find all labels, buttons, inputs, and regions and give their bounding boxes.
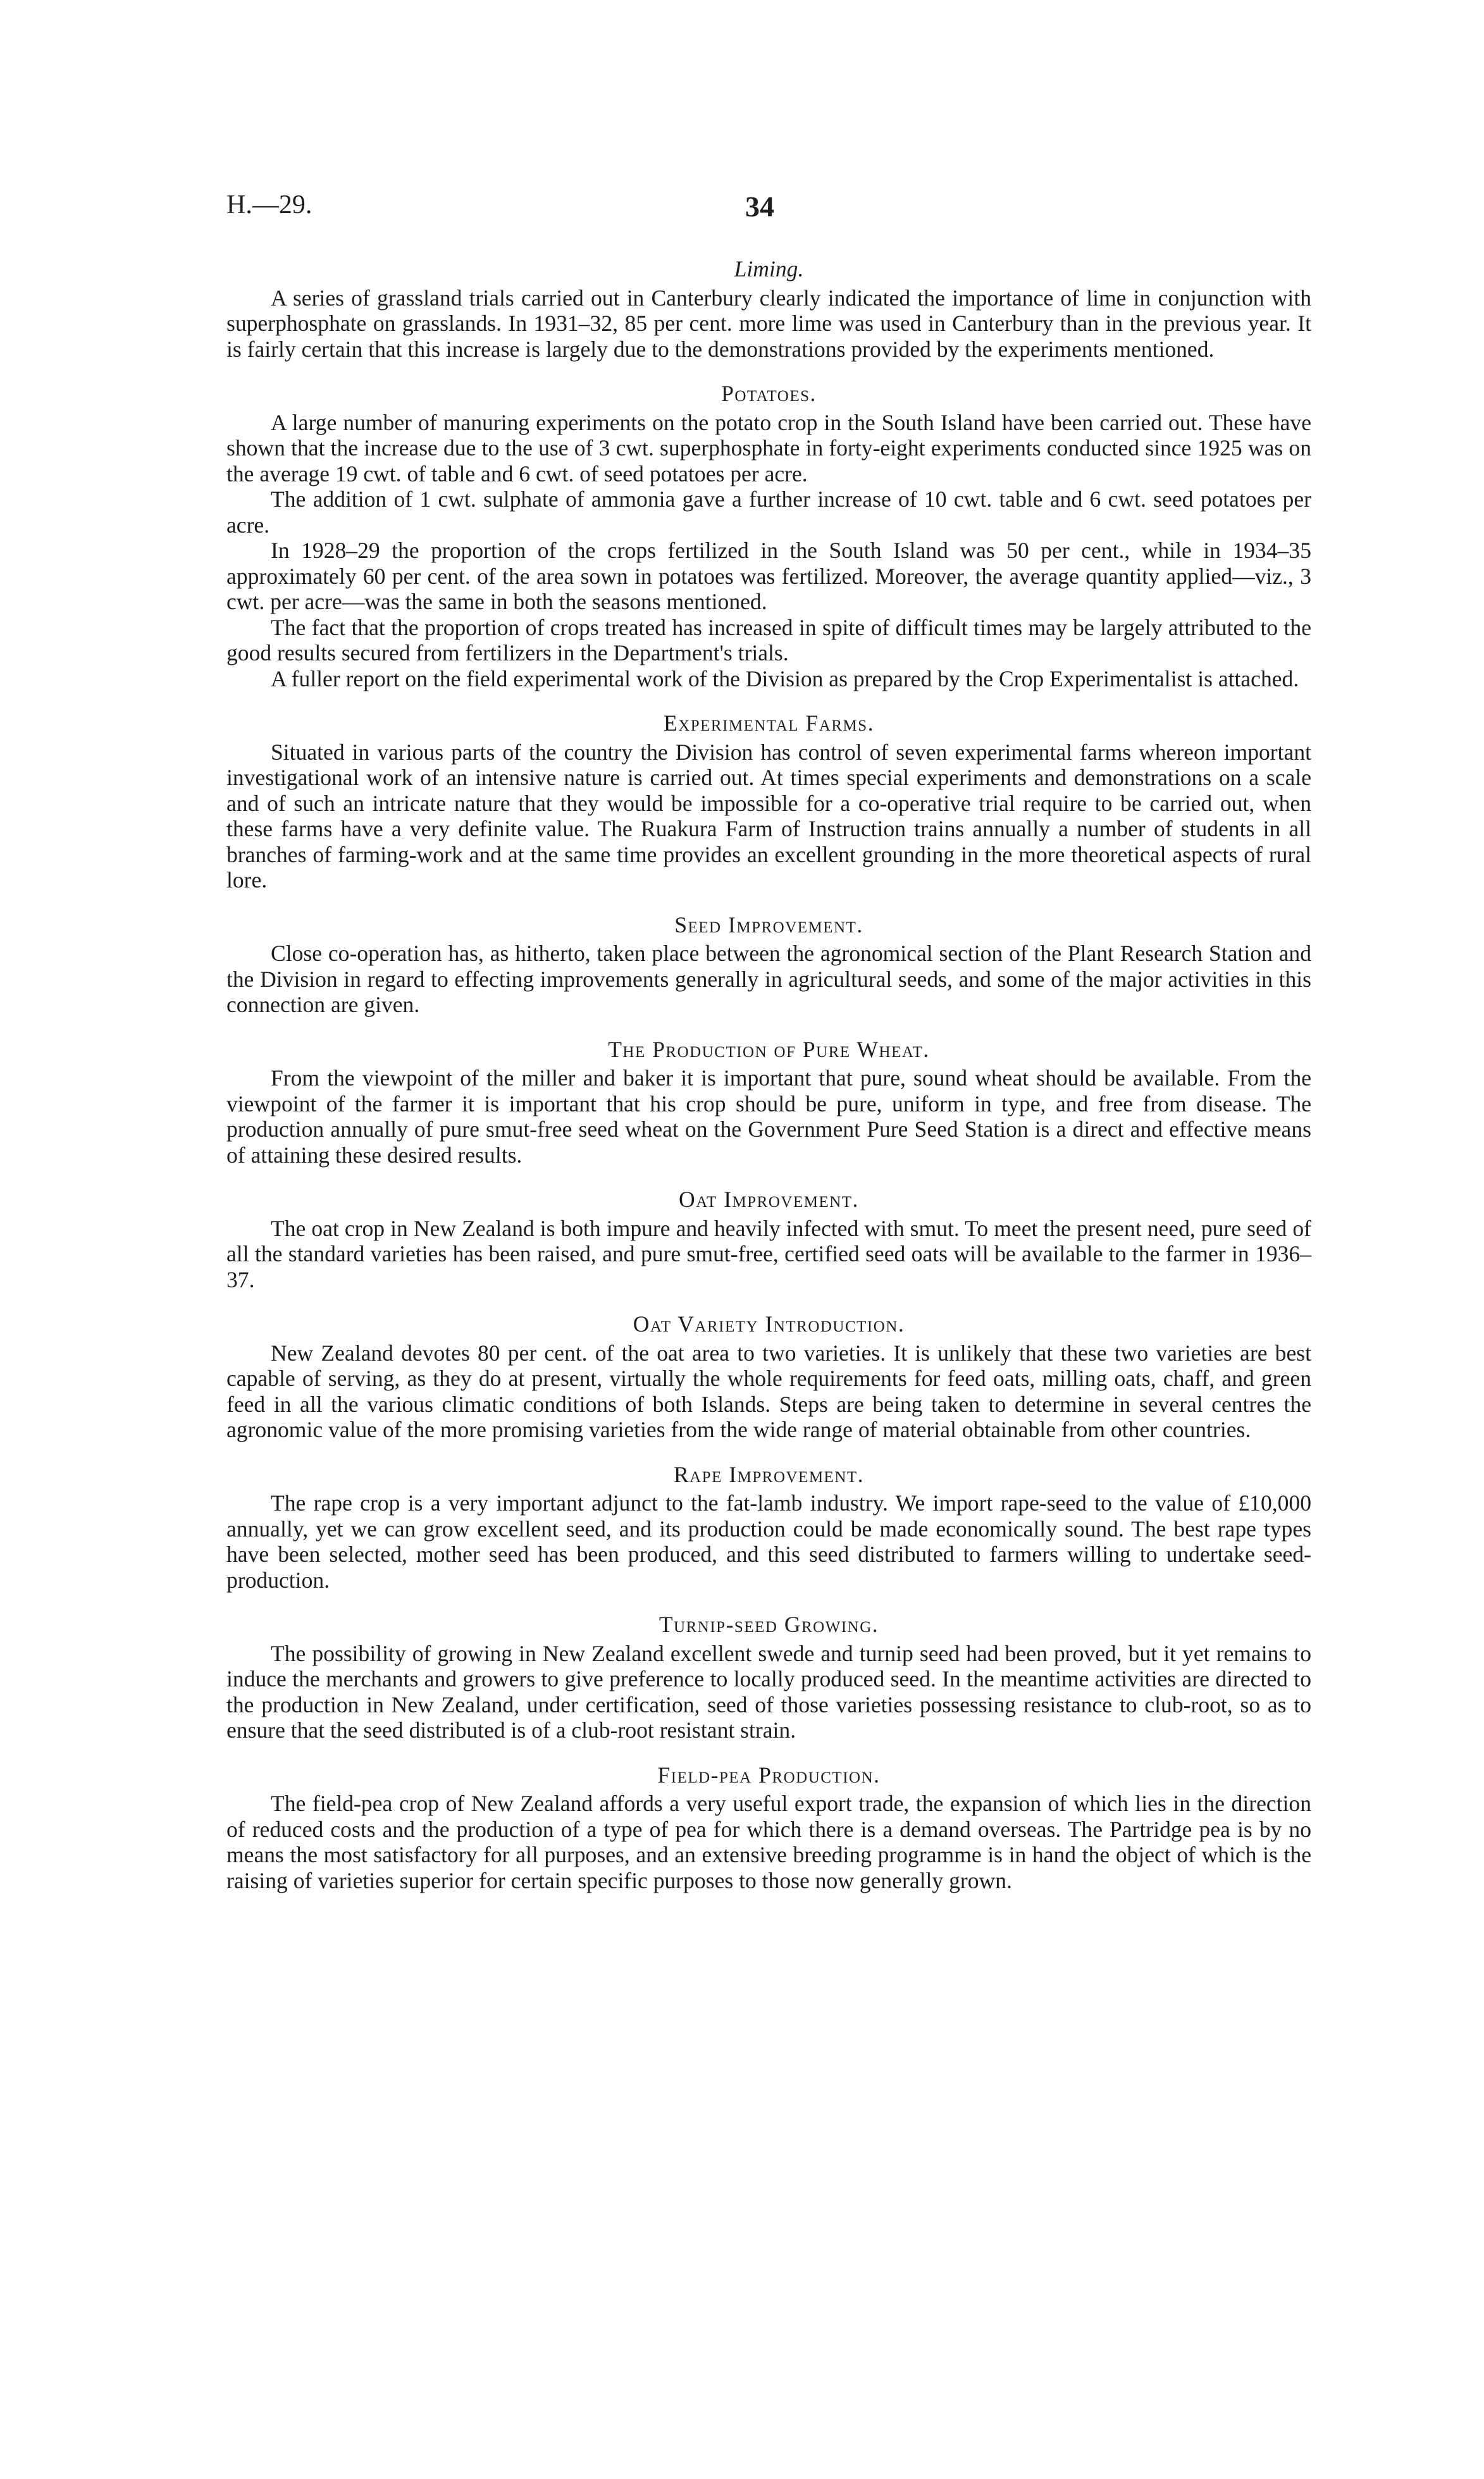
paragraph: A series of grassland trials carried out in Canterbury clearly indicated the importance of lime in conjunction with superphosphate on grasslands. In 1931–32, 85 per cent. more lime was used in Canterbury than in the previous year. It is fairly certain that this increase is largely due to the demonstrations provided by the experiments mentioned. xyxy=(226,285,1311,362)
section-pure-wheat xyxy=(226,1037,1311,1168)
section-seed-improvement xyxy=(226,912,1311,1018)
section-heading: Oat Variety Introduction. xyxy=(633,1311,905,1337)
paragraph: Situated in various parts of the country the Division has control of seven experimental farms whereon important investigational work of an intensive nature is carried out. At times special experiments and demonstrations on a scale and of such an intricate nature that they would be impossible for a co-operative trial require to be carried out, when these farms have a very definite value. The Ruakura Farm of Instruction trains annually a number of students in all branches of farming-work and at the same time provides an excellent grounding in the more theoretical aspects of rural lore. xyxy=(226,739,1311,893)
section-field-pea-production xyxy=(226,1762,1311,1894)
running-head xyxy=(226,190,1311,228)
report-reference: H.—29. xyxy=(226,190,312,219)
paragraph: New Zealand devotes 80 per cent. of the oat area to two varieties. It is unlikely that these two varieties are best capable of serving, as they do at present, virtually the whole requirements for feed oats, milling oats, chaff, and green feed in all the various climatic conditions of both Islands. Steps are being taken to determine in several centres the agronomic value of the more promising varieties from the wide range of material obtainable from other countries. xyxy=(226,1340,1311,1442)
paragraph: Close co-operation has, as hitherto, taken place between the agronomical section of the Plant Research Station and the Division in regard to effecting improvements generally in agricultural seeds, and some of the major activities in this connection are given. xyxy=(226,941,1311,1017)
section-turnip-seed-growing xyxy=(226,1612,1311,1743)
paragraph: The possibility of growing in New Zealand excellent swede and turnip seed had been proved, but it yet remains to induce the merchants and growers to give preference to locally produced seed. In the meantime activities are directed to the production in New Zealand, under certification, seed of those varieties possessing resistance to club-root, so as to ensure that the seed distributed is of a club-root resistant strain. xyxy=(226,1640,1311,1743)
paragraph: A fuller report on the field experimental work of the Division as prepared by the Crop Experimentalist is attached. xyxy=(271,665,1299,691)
section-experimental-farms xyxy=(226,710,1311,893)
paragraph: In 1928–29 the proportion of the crops fertilized in the South Island was 50 per cent., while in 1934–35 approximately 60 per cent. of the area sown in potatoes was fertilized. Moreover, the average quantity applied—viz., 3 cwt. per acre—was the same in both the seasons mentioned. xyxy=(226,538,1311,614)
section-heading: Potatoes. xyxy=(721,381,817,406)
section-oat-variety-introduction xyxy=(226,1311,1311,1443)
paragraph: The fact that the proportion of crops treated has increased in spite of difficult times may be largely attributed to the good results secured from fertilizers in the Department's trials. xyxy=(226,614,1311,665)
paragraph: From the viewpoint of the miller and baker it is important that pure, sound wheat should be available. From the viewpoint of the farmer it is important that his crop should be pure, uniform in type, and free from disease. The production annually of pure smut-free seed wheat on the Government Pure Seed Station is a direct and effective means of attaining these desired results. xyxy=(226,1065,1311,1168)
section-heading: Turnip-seed Growing. xyxy=(659,1612,879,1637)
section-heading: The Production of Pure Wheat. xyxy=(608,1036,930,1062)
body-text xyxy=(226,256,1311,1893)
section-oat-improvement xyxy=(226,1187,1311,1292)
section-heading: Seed Improvement. xyxy=(674,912,863,937)
section-heading: Oat Improvement. xyxy=(679,1187,859,1212)
paragraph: The rape crop is a very important adjunct to the fat-lamb industry. We import rape-seed to the value of £10,000 annually, yet we can grow excellent seed, and its production could be made economically sound. The best rape types have been selected, mother seed has been produced, and this seed distributed to farmers willing to undertake seed-production. xyxy=(226,1490,1311,1593)
page-number: 34 xyxy=(745,190,774,223)
section-heading: Experimental Farms. xyxy=(663,710,875,736)
section-heading: Field-pea Production. xyxy=(657,1762,881,1788)
paragraph: The oat crop in New Zealand is both impure and heavily infected with smut. To meet the present need, pure seed of all the standard varieties has been raised, and pure smut-free, certified seed oats will be available to the farmer in 1936–37. xyxy=(226,1215,1311,1292)
section-rape-improvement xyxy=(226,1462,1311,1593)
paragraph: A large number of manuring experiments on the potato crop in the South Island have been carried out. These have shown that the increase due to the use of 3 cwt. superphosphate in forty-eight experiments conducted since 1925 was on the average 19 cwt. of table and 6 cwt. of seed potatoes per acre. xyxy=(226,409,1311,486)
paragraph: The field-pea crop of New Zealand affords a very useful export trade, the expansion of which lies in the direction of reduced costs and the production of a type of pea for which there is a demand overseas. The Partridge pea is by no means the most satisfactory for all purposes, and an extensive breeding programme is in hand the object of which is the raising of varieties superior for certain specific purposes to those now generally grown. xyxy=(226,1791,1311,1893)
paragraph: The addition of 1 cwt. sulphate of ammonia gave a further increase of 10 cwt. table and 6 cwt. seed potatoes per acre. xyxy=(226,486,1311,538)
section-heading: Rape Improvement. xyxy=(673,1461,865,1487)
section-heading: Liming. xyxy=(734,256,804,281)
section-potatoes xyxy=(226,381,1311,691)
section-liming xyxy=(226,256,1311,362)
